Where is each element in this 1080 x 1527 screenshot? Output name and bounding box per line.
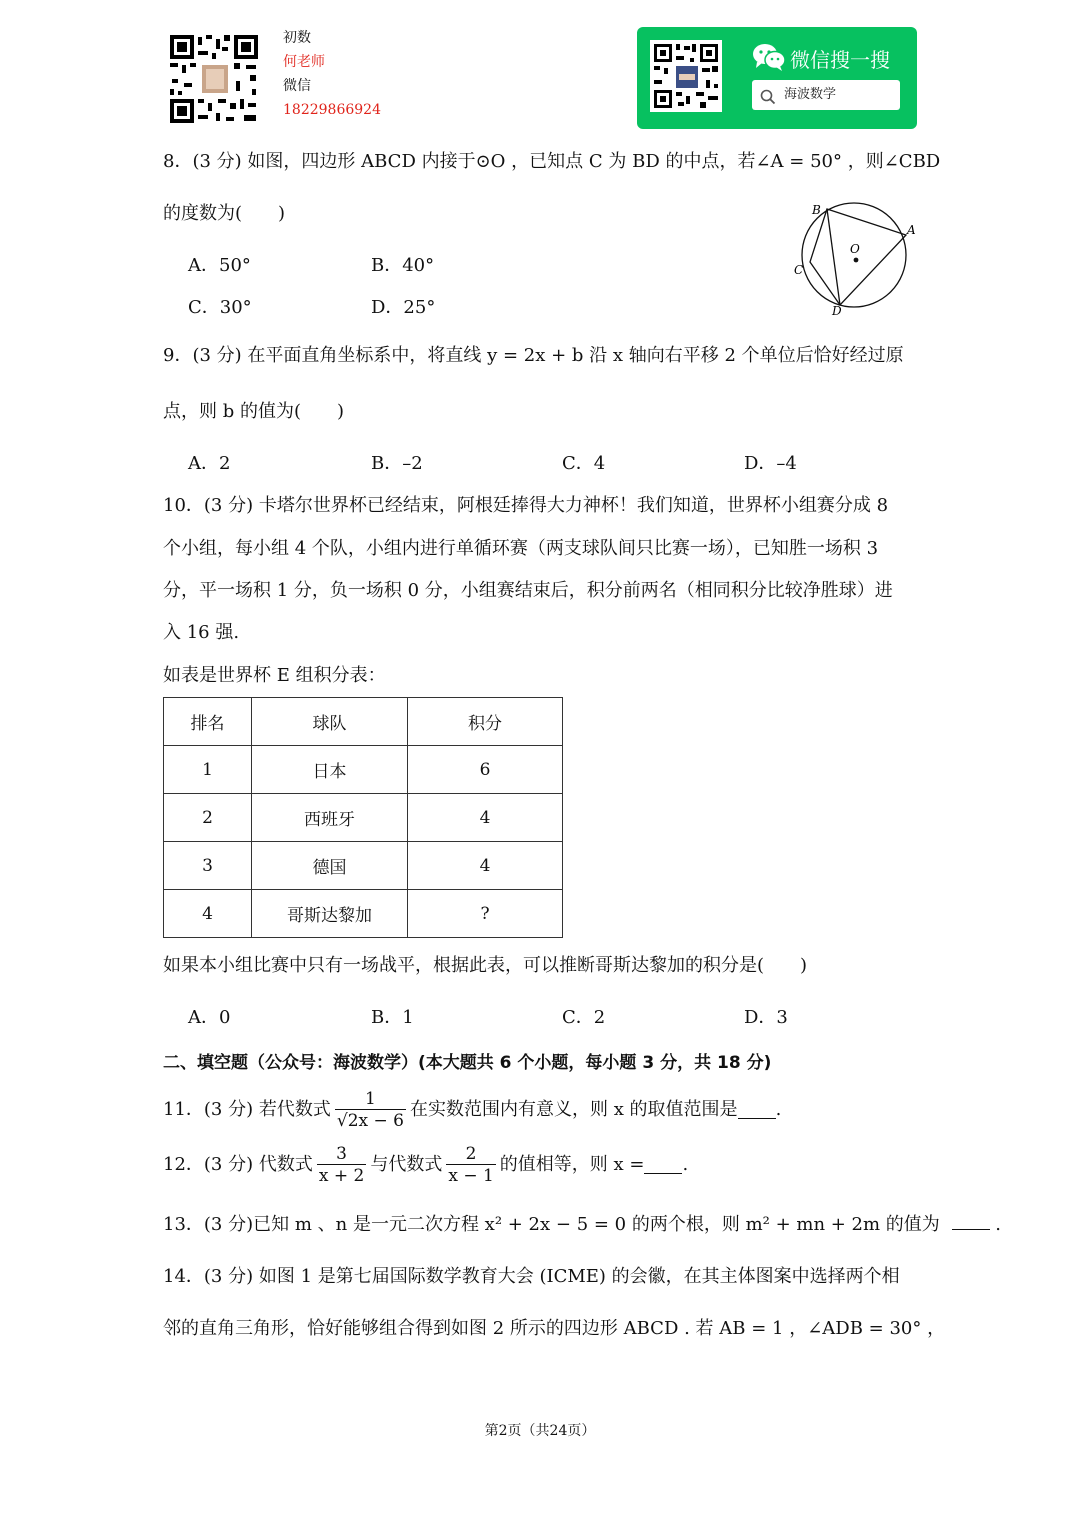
q11-suffix: 在实数范围内有意义，则 x 的取值范围是 xyxy=(409,1099,738,1120)
fig-label-a: A xyxy=(907,223,916,237)
header-note-teacher: 何老师 xyxy=(283,54,325,70)
q10-line1: 10．(3 分) 卡塔尔世界杯已经结束，阿根廷捧得大力神杯！我们知道，世界杯小组赛分成 8 xyxy=(163,495,889,516)
q11-numerator: 1 xyxy=(335,1089,406,1110)
table-row xyxy=(164,746,563,794)
wechat-logo-icon xyxy=(752,42,786,72)
q14-line2: 邻的直角三角形，恰好能够组合得到如图 2 所示的四边形 ABCD . 若 AB = 1 ，∠ADB = 30° ， xyxy=(163,1318,946,1339)
q9-option-b: B．–2 xyxy=(371,453,423,474)
q10-option-c: C．2 xyxy=(562,1007,606,1028)
header-note-subject: 初数 xyxy=(283,30,311,46)
search-icon xyxy=(760,87,776,103)
q8-option-a: A．50° xyxy=(188,255,251,276)
q13-end: . xyxy=(995,1214,1002,1235)
table-header-row xyxy=(164,698,563,746)
q11-prefix: 11．(3 分) 若代数式 xyxy=(163,1099,331,1120)
q9-line1: 9．(3 分) 在平面直角坐标系中，将直线 y = 2x + b 沿 x 轴向右平移 2 个单位后恰好经过原 xyxy=(163,345,904,366)
table-cell: 1 xyxy=(164,746,252,794)
fig-label-b: B xyxy=(812,203,821,217)
table-cell: 4 xyxy=(408,794,563,842)
fig-label-c: C xyxy=(794,263,804,277)
q13-text: 13．(3 分)已知 m 、n 是一元二次方程 x² + 2x − 5 = 0 的两个根，则 m² + mn + 2m 的值为 xyxy=(163,1214,940,1235)
q10-option-d: D．3 xyxy=(744,1007,788,1028)
q10-line4: 入 16 强. xyxy=(163,622,240,643)
q14-line1: 14．(3 分) 如图 1 是第七届国际数学教育大会 (ICME) 的会徽，在其主体图案中选择两个相 xyxy=(163,1266,900,1287)
table-cell: 2 xyxy=(164,794,252,842)
fig-label-o: O xyxy=(850,242,860,256)
q11-denominator: √2x − 6 xyxy=(336,1110,404,1131)
q12-prefix: 12．(3 分) 代数式 xyxy=(163,1154,313,1175)
table-cell: 西班牙 xyxy=(252,794,408,842)
table-cell: 哥斯达黎加 xyxy=(252,890,408,938)
q9-option-a: A．2 xyxy=(188,453,231,474)
q8-option-d: D．25° xyxy=(371,297,436,318)
q11-end: . xyxy=(775,1099,782,1120)
table-header-cell: 积分 xyxy=(408,698,563,746)
wechat-search-box xyxy=(752,80,900,110)
q11-answer-blank xyxy=(738,1102,776,1119)
table-cell: 3 xyxy=(164,842,252,890)
q12-mid: 与代数式 xyxy=(370,1154,443,1175)
q12-numerator-1: 3 xyxy=(317,1144,366,1165)
q12-fraction-2 xyxy=(446,1144,495,1187)
q8-line1: 8．(3 分) 如图，四边形 ABCD 内接于⊙O ，已知点 C 为 BD 的中点，若∠A = 50° ，则∠CBD xyxy=(163,151,941,172)
q12-numerator-2: 2 xyxy=(446,1144,495,1165)
q8-option-b: B．40° xyxy=(371,255,435,276)
header-qr-code xyxy=(168,33,260,125)
q12-end: . xyxy=(682,1154,689,1175)
table-cell: ? xyxy=(408,890,563,938)
q8-line2: 的度数为( ) xyxy=(163,203,286,224)
q9-option-c: C．4 xyxy=(562,453,606,474)
q9-line2: 点，则 b 的值为( ) xyxy=(163,401,345,422)
fig-label-d: D xyxy=(832,304,842,318)
q8-circle-figure xyxy=(788,198,924,320)
q10-line2: 个小组，每小组 4 个队，小组内进行单循环赛（两支球队间只比赛一场），已知胜一场积 3 xyxy=(163,538,879,559)
q12-suffix: 的值相等，则 x = xyxy=(499,1154,645,1175)
q13-answer-blank xyxy=(952,1213,990,1230)
section-2-title: 二、填空题（公众号：海波数学）(本大题共 6 个小题，每小题 3 分，共 18 分) xyxy=(163,1053,772,1073)
table-row xyxy=(164,842,563,890)
q11-fraction xyxy=(335,1089,406,1132)
page-number: 第2页（共24页） xyxy=(484,1423,596,1439)
table-row xyxy=(164,794,563,842)
table-header-cell: 排名 xyxy=(164,698,252,746)
table-row xyxy=(164,890,563,938)
q12-denominator-2: x − 1 xyxy=(448,1165,494,1186)
table-cell: 4 xyxy=(408,842,563,890)
table-header-cell: 球队 xyxy=(252,698,408,746)
q12-denominator-1: x + 2 xyxy=(318,1165,365,1186)
q8-option-c: C．30° xyxy=(188,297,252,318)
q12-answer-blank xyxy=(644,1157,682,1174)
header-note-wechat: 微信 xyxy=(283,78,311,94)
standings-table xyxy=(163,697,563,938)
table-cell: 德国 xyxy=(252,842,408,890)
q10-option-a: A．0 xyxy=(188,1007,231,1028)
q12-fraction-1 xyxy=(317,1144,366,1187)
wechat-qr-code xyxy=(650,40,722,112)
table-cell: 6 xyxy=(408,746,563,794)
q9-option-d: D．–4 xyxy=(744,453,797,474)
q10-table-intro: 如表是世界杯 E 组积分表： xyxy=(163,665,386,686)
wechat-search-title: 微信搜一搜 xyxy=(790,48,890,72)
table-cell: 4 xyxy=(164,890,252,938)
wechat-search-text: 海波数学 xyxy=(784,87,837,102)
table-cell: 日本 xyxy=(252,746,408,794)
q10-line3: 分，平一场积 1 分，负一场积 0 分，小组赛结束后，积分前两名（相同积分比较净胜球）进 xyxy=(163,580,893,601)
q10-option-b: B．1 xyxy=(371,1007,414,1028)
header-note-phone: 18229866924 xyxy=(283,102,381,118)
q10-question: 如果本小组比赛中只有一场战平，根据此表，可以推断哥斯达黎加的积分是( ) xyxy=(163,955,808,976)
